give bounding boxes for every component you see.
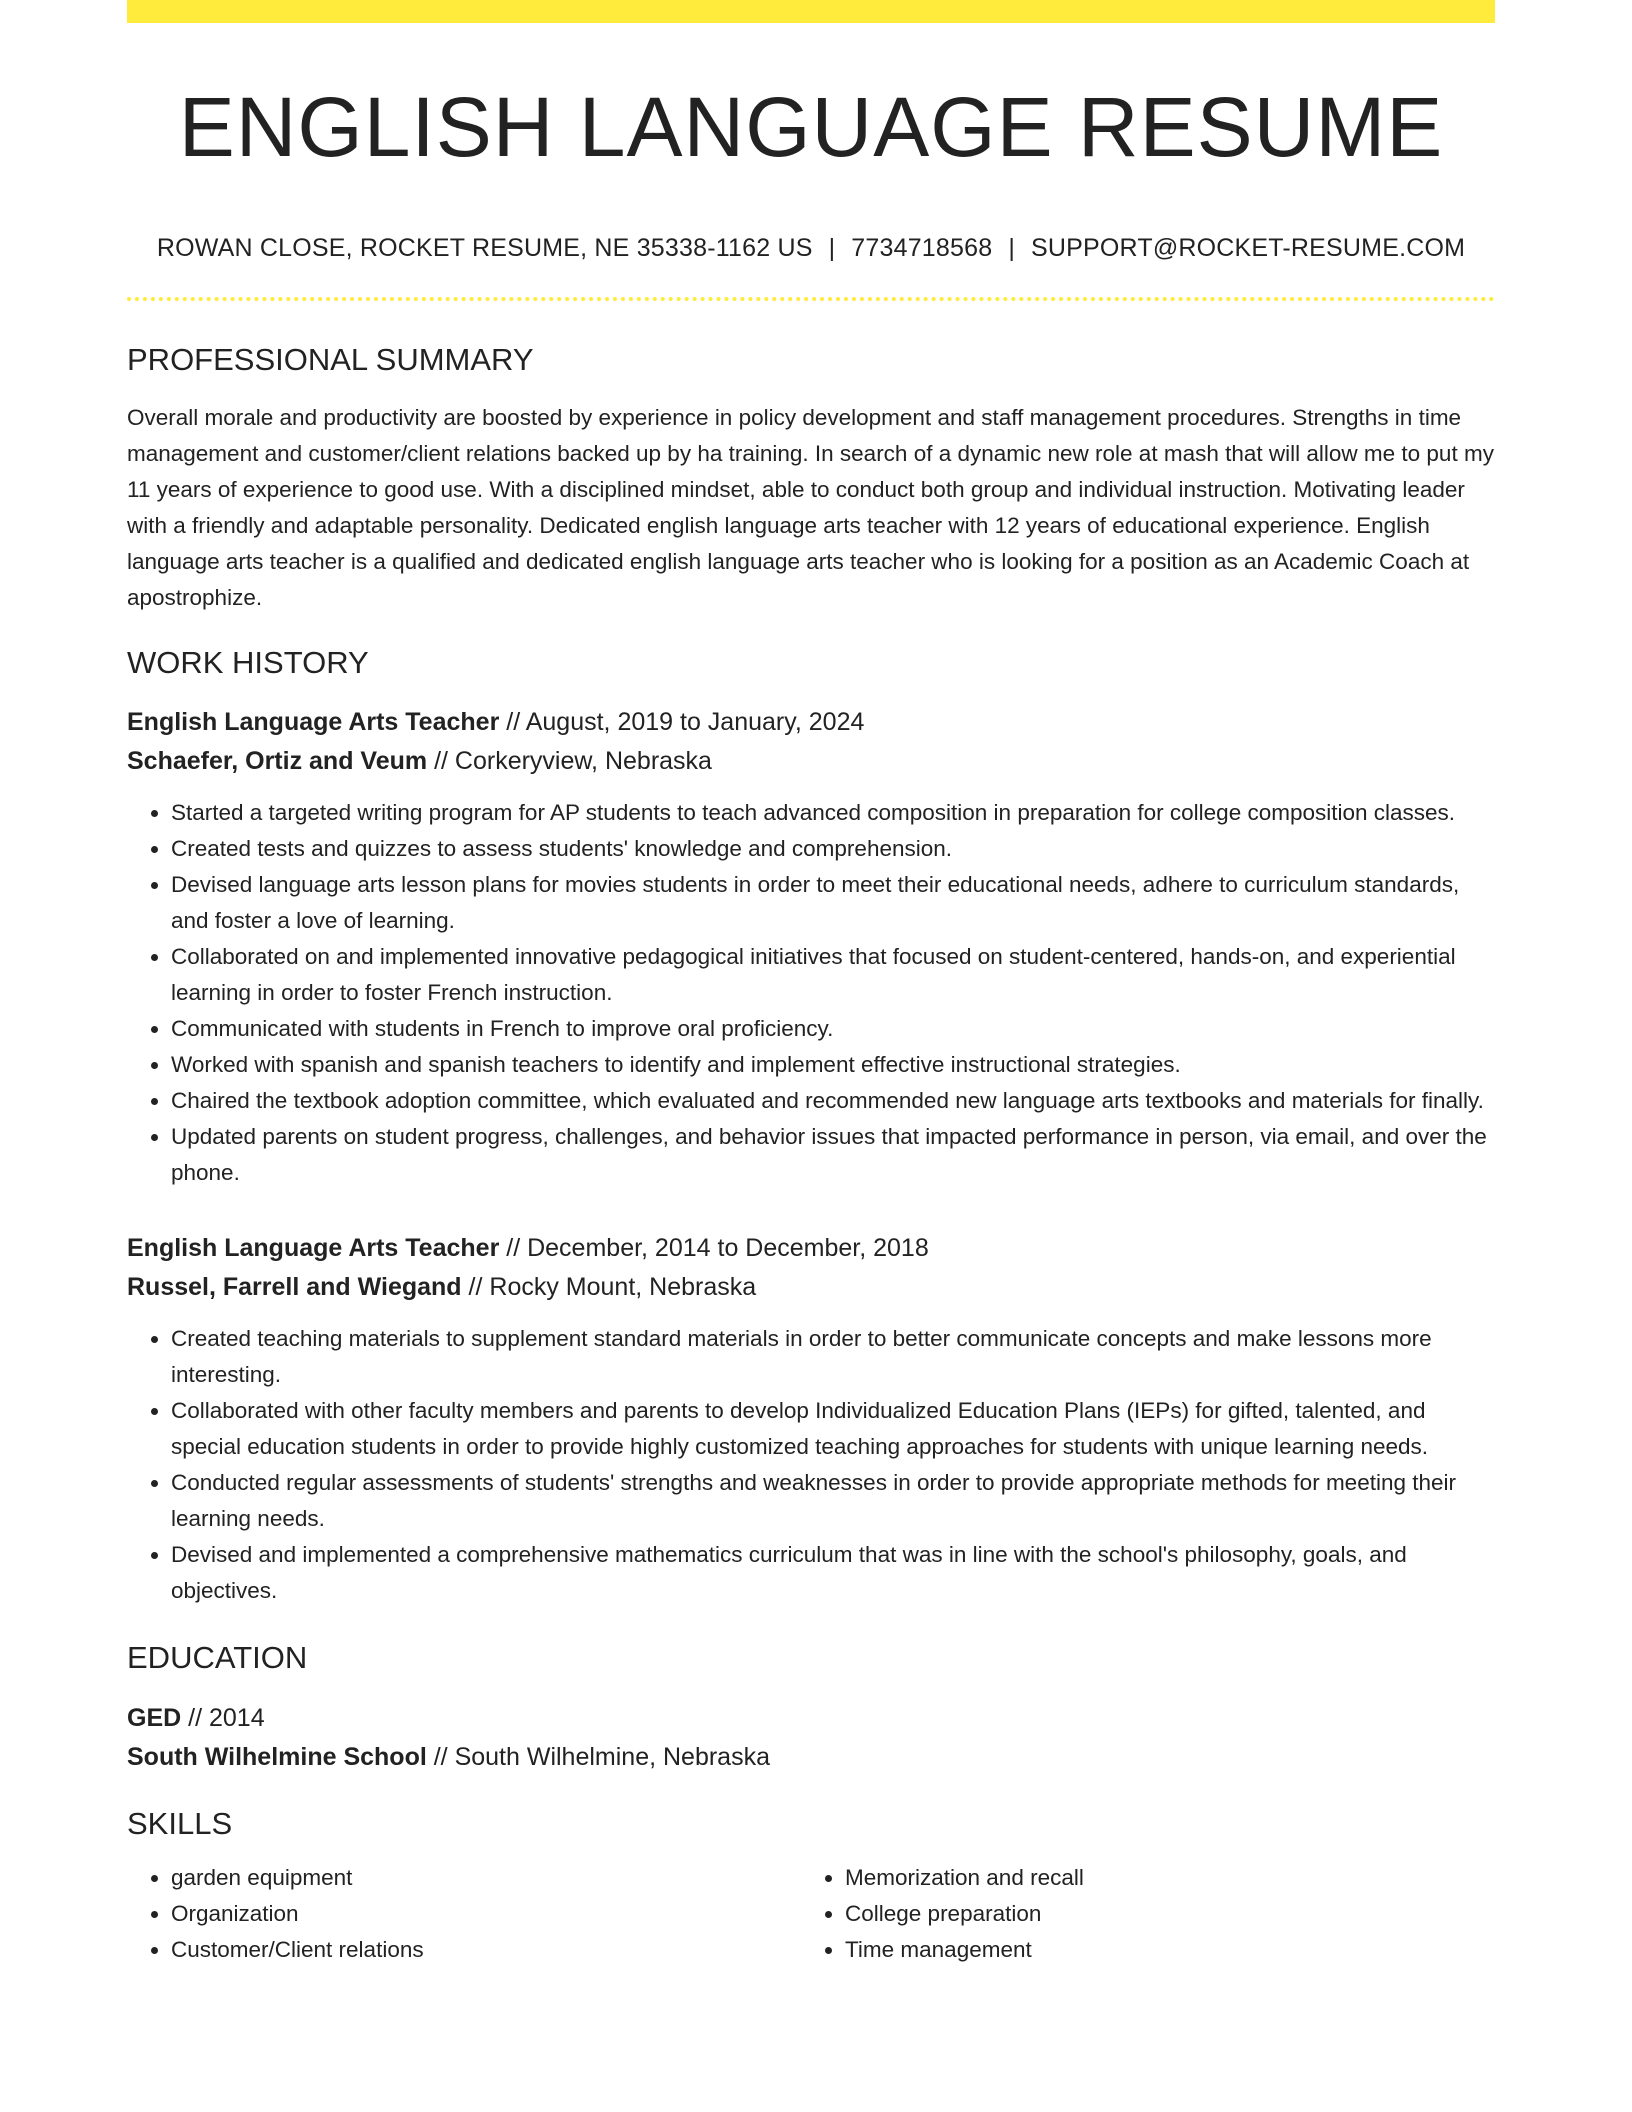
job-company-line [127,742,1495,781]
professional-summary-section [127,341,1495,616]
list-item: • Started a targeted writing program for AP students to teach advanced composition in preparation for college composition classes. [171,795,1495,831]
top-accent-bar [127,0,1495,23]
list-item: • Communicated with students in French to improve oral proficiency. [171,1011,1495,1047]
job-title: English Language Arts Teacher [127,708,500,737]
dotted-divider [127,297,1495,301]
list-item: • Collaborated on and implemented innovative pedagogical initiatives that focused on student-centered, hands-on, and experiential learning in order to foster French instruction. [171,939,1495,1011]
job-bullet-list [127,795,1495,1191]
education-location: // South Wilhelmine, Nebraska [433,1742,770,1771]
list-item: • Devised and implemented a comprehensive mathematics curriculum that was in line with the school's philosophy, goals, and objectives. [171,1537,1495,1609]
work-history-section [127,644,1495,1609]
education-school-line [127,1738,1495,1777]
job-company-line [127,1268,1495,1307]
section-heading-work: WORK HISTORY [127,645,369,681]
list-item: • Customer/Client relations [171,1932,801,1968]
list-item: • Collaborated with other faculty members and parents to develop Individualized Education Plans (IEPs) for gifted, talented, and special education students in order to provide highly customized teaching approaches for students with unique learning needs. [171,1393,1495,1465]
job-location: // Corkeryview, Nebraska [434,747,712,776]
section-heading-education: EDUCATION [127,1640,308,1676]
job-bullet-list [127,1321,1495,1609]
skills-column-left [127,1860,801,1968]
list-item: • Worked with spanish and spanish teachers to identify and implement effective instructional strategies. [171,1047,1495,1083]
job-title: English Language Arts Teacher [127,1234,500,1263]
job-entry [127,703,1495,1191]
job-entry [127,1229,1495,1609]
list-item: • Created tests and quizzes to assess students' knowledge and comprehension. [171,831,1495,867]
list-item: • garden equipment [171,1860,801,1896]
education-entry [127,1699,1495,1777]
contact-line [127,233,1495,263]
skills-grid [127,1860,1495,1968]
section-heading-summary: PROFESSIONAL SUMMARY [127,342,534,377]
list-item: • Devised language arts lesson plans for movies students in order to meet their educational needs, adhere to curriculum standards, and foster a love of learning. [171,867,1495,939]
education-section [127,1639,1495,1776]
list-item: • Organization [171,1896,801,1932]
job-company: Schaefer, Ortiz and Veum [127,747,428,776]
skills-column-right [801,1860,1475,1968]
list-item: • Memorization and recall [845,1860,1475,1896]
resume-page [127,0,1495,1968]
list-item: • College preparation [845,1896,1475,1932]
job-title-line [127,1229,1495,1268]
job-dates: // December, 2014 to December, 2018 [506,1234,929,1263]
education-year: // 2014 [188,1703,265,1732]
section-heading-skills: SKILLS [127,1805,233,1841]
contact-phone: 7734718568 [851,234,993,262]
job-location: // Rocky Mount, Nebraska [468,1273,757,1302]
contact-separator: | [1008,234,1016,262]
contact-address: ROWAN CLOSE, ROCKET RESUME, NE 35338-1162 US [156,234,813,262]
list-item: • Time management [845,1932,1475,1968]
summary-paragraph: Overall morale and productivity are boosted by experience in policy development and staff management procedures. Strengths in time management and customer/client relations backed up by ha training. In search of a dynamic new role at mash that will allow me to put my 11 years of experience to good use. With a disciplined mindset, able to conduct both group and individual instruction. Motivating leader with a friendly and adaptable personality. Dedicated english language arts teacher with 12 years of educational experience. English language arts teacher is a qualified and dedicated english language arts teacher who is looking for a position as an Academic Coach at apostrophize. [127,405,1494,611]
job-company: Russel, Farrell and Wiegand [127,1273,462,1302]
skills-section [127,1805,1495,1968]
education-degree: GED [127,1703,182,1732]
education-school: South Wilhelmine School [127,1742,427,1771]
list-item: • Updated parents on student progress, challenges, and behavior issues that impacted performance in person, via email, and over the phone. [171,1119,1495,1191]
list-item: • Conducted regular assessments of students' strengths and weaknesses in order to provide appropriate methods for meeting their learning needs. [171,1465,1495,1537]
list-item: • Chaired the textbook adoption committee, which evaluated and recommended new language arts textbooks and materials for finally. [171,1083,1495,1119]
education-degree-line [127,1699,1495,1738]
job-dates: // August, 2019 to January, 2024 [506,708,865,737]
list-item: • Created teaching materials to supplement standard materials in order to better communicate concepts and make lessons more interesting. [171,1321,1495,1393]
job-title-line [127,703,1495,742]
contact-email[interactable]: SUPPORT@ROCKET-RESUME.COM [1031,234,1466,262]
resume-title: ENGLISH LANGUAGE RESUME [178,80,1444,174]
contact-separator: | [828,234,836,262]
